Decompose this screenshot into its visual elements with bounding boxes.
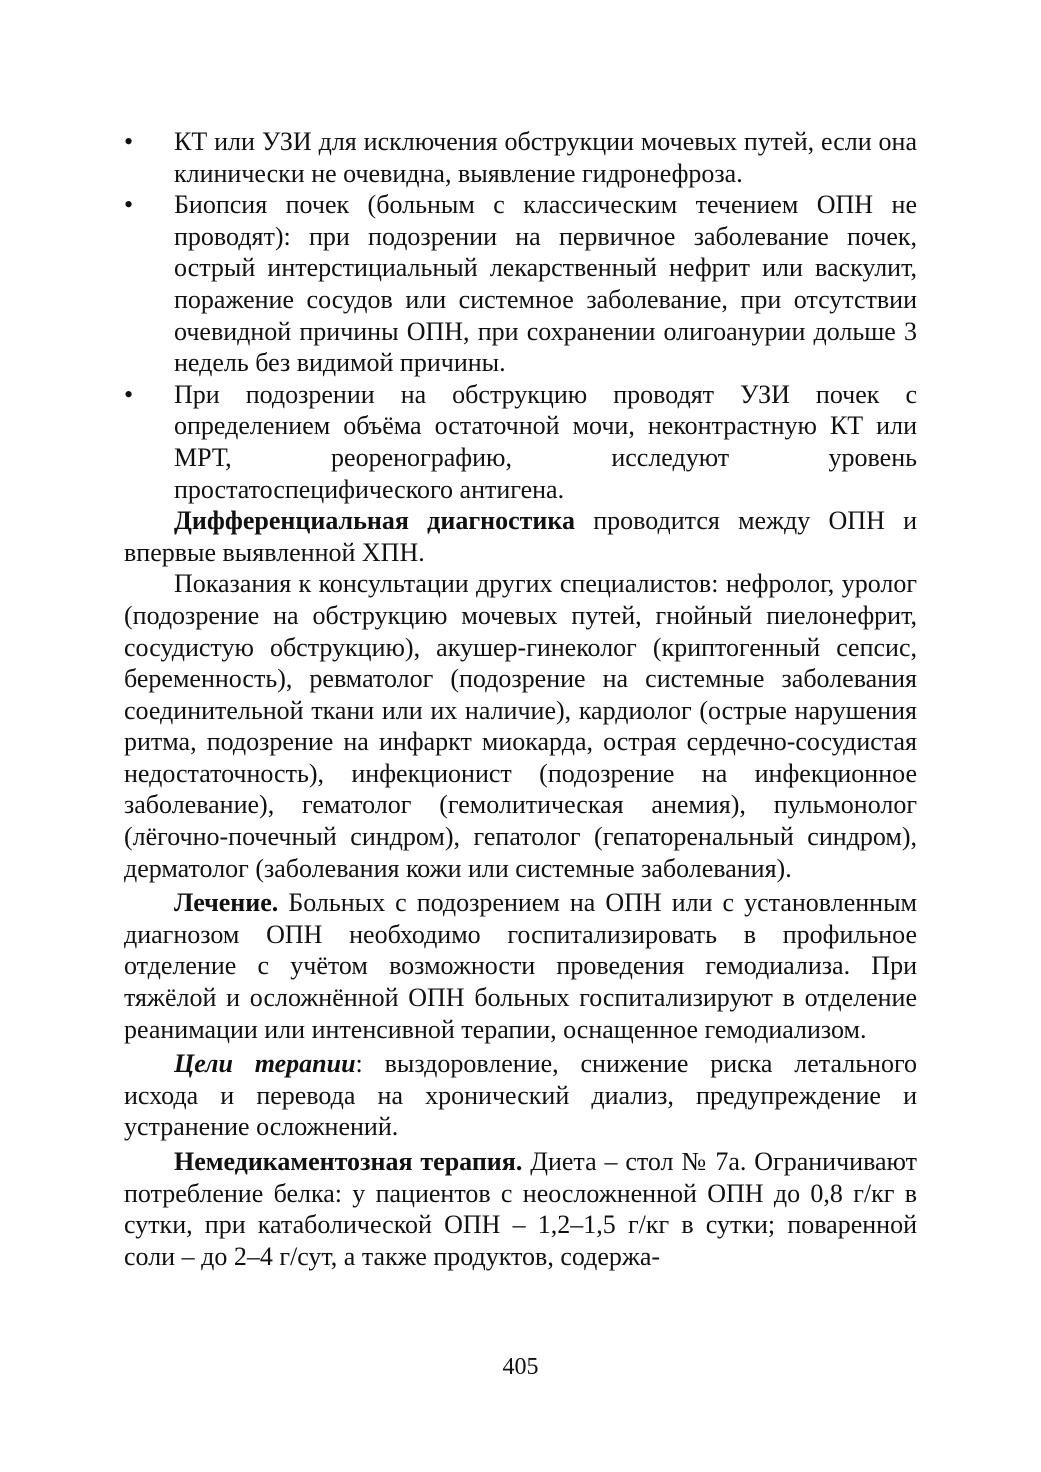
list-item-text: КТ или УЗИ для исключения обструкции мочевых путей, если она клинически не очевидна, выявление гидронефроза. xyxy=(174,127,917,188)
differential-diagnosis-heading: Дифференциальная диагностика xyxy=(174,506,575,536)
consultation-paragraph xyxy=(124,568,917,884)
bullet-mark: • xyxy=(124,127,134,156)
bullet-list xyxy=(124,126,917,505)
goals-heading: Цели терапии xyxy=(174,1049,356,1079)
list-item-text: При подозрении на обструкцию проводят УЗИ почек с определением объёма остаточной мочи, неконтрастную КТ или МРТ, реоренографию, исследуют уровень простатоспецифического антигена. xyxy=(174,379,917,504)
differential-diagnosis-text: проводится между ОПН и впервые выявленной ХПН. xyxy=(124,506,918,567)
non-drug-therapy-heading: Немедикаментозная терапия. xyxy=(174,1147,523,1176)
goals-paragraph xyxy=(124,1048,917,1143)
page-number: 405 xyxy=(502,1354,539,1380)
non-drug-therapy-text: Диета – стол № 7а. Ограничивают потребление белка: у пациентов с неосложненной ОПН до 0,8 г/кг в сутки, при катаболической ОПН – 1,2–1,5 г/кг в сутки; поваренной соли – до 2–4 г/сут, а также продуктов, содержа- xyxy=(124,1147,917,1271)
treatment-heading: Лечение. xyxy=(174,888,279,918)
treatment-text: Больных с подозрением на ОПН или с установленным диагнозом ОПН необходимо госпитализировать в профильное отделение с учётом возможности проведения гемодиализа. При тяжёлой и осложнённой ОПН больных госпитализируют в отделение реанимации или интенсивной терапии, оснащенное гемодиализом. xyxy=(124,888,917,1044)
non-drug-therapy-paragraph xyxy=(124,1146,917,1272)
consultation-text: Показания к консультации других специалистов: нефролог, уролог (подозрение на обструкцию мочевых путей, гнойный пиелонефрит, сосудистую обструкцию), акушер-гинеколог (криптогенный сепсис, беременность), ревматолог (подозрение на системные заболевания соединительной ткани или их наличие), кардиолог (острые нарушения ритма, подозрение на инфаркт миокарда, острая сердечно-сосудистая недостаточность), инфекционист (подозрение на инфекционное заболевание), гематолог (гемолитическая анемия), пульмонолог (лёгочно-почечный синдром), гепатолог (гепаторенальный синдром), дерматолог (заболевания кожи или системные заболевания). xyxy=(124,569,917,883)
goals-text: : выздоровление, снижение риска летального исхода и перевода на хронический диализ, предупреждение и устранение осложнений. xyxy=(124,1049,917,1142)
differential-diagnosis-paragraph xyxy=(124,505,917,568)
bullet-mark: • xyxy=(124,379,134,409)
bullet-mark: • xyxy=(124,190,134,220)
list-item xyxy=(124,189,917,379)
list-item xyxy=(124,126,917,189)
treatment-paragraph xyxy=(124,887,917,1045)
list-item-text: Биопсия почек (больным с классическим течением ОПН не проводят): при подозрении на первичное заболевание почек, острый интерстициальный лекарственный нефрит или васкулит, поражение сосудов или системное заболевание, при отсутствии очевидной причины ОПН, при сохранении олигоанурии дольше 3 недель без видимой причины. xyxy=(174,190,917,378)
page-body xyxy=(124,126,917,1272)
list-item xyxy=(124,379,917,505)
